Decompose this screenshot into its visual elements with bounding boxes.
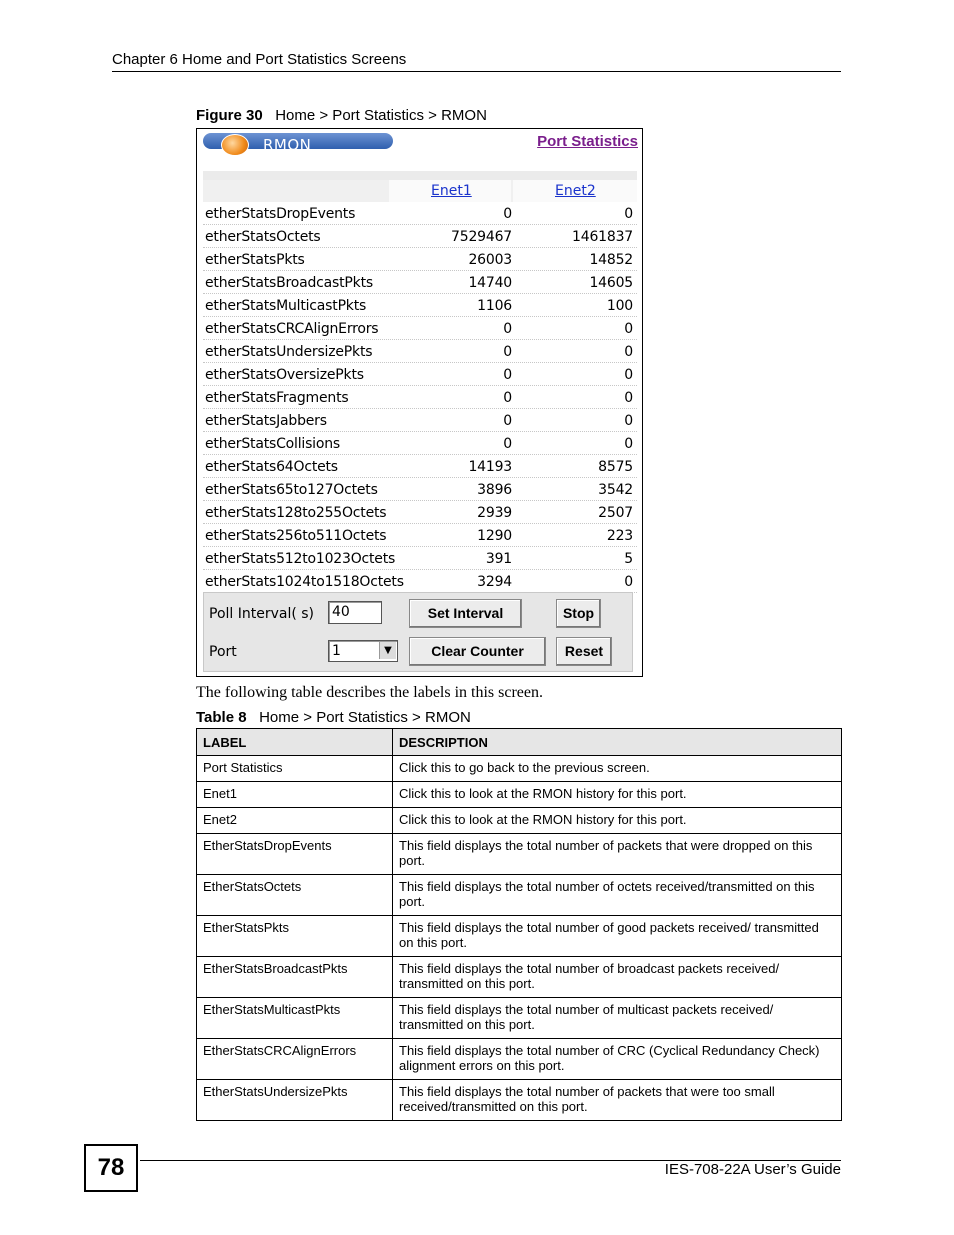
description-table	[196, 728, 842, 1121]
enet2-value: 0	[624, 413, 633, 429]
table-row	[197, 782, 842, 808]
label-cell: EtherStatsOctets	[197, 875, 393, 916]
enet2-value: 0	[624, 574, 633, 590]
enet2-value: 14605	[589, 275, 633, 291]
table-row	[197, 875, 842, 916]
table-header-row	[197, 729, 842, 756]
label-cell: EtherStatsPkts	[197, 916, 393, 957]
stats-row	[203, 478, 637, 501]
description-cell: This field displays the total number of packets that were too small received/transmitted on this port.	[393, 1080, 842, 1121]
chevron-down-icon[interactable]: ▼	[379, 642, 396, 659]
enet2-value: 0	[624, 206, 633, 222]
enet2-value: 0	[624, 344, 633, 360]
port-label: Port	[209, 644, 237, 660]
poll-interval-label: Poll Interval( s)	[209, 606, 315, 622]
description-cell: Click this to look at the RMON history for this port.	[393, 808, 842, 834]
description-cell: This field displays the total number of multicast packets received/ transmitted on this port.	[393, 998, 842, 1039]
enet2-value: 0	[624, 436, 633, 452]
stat-label: etherStatsCRCAlignErrors	[205, 321, 379, 337]
intro-text: The following table describes the labels in this screen.	[196, 684, 544, 701]
enet1-value: 7529467	[451, 229, 512, 245]
enet1-value: 0	[503, 321, 512, 337]
enet2-value: 0	[624, 321, 633, 337]
figure-title: Home > Port Statistics > RMON	[275, 107, 487, 124]
orb-icon	[221, 134, 249, 156]
enet1-value: 0	[503, 344, 512, 360]
port-select[interactable]	[328, 640, 398, 662]
enet2-value: 1461837	[572, 229, 633, 245]
stats-body	[203, 202, 637, 593]
stats-row	[203, 363, 637, 386]
enet2-value: 0	[624, 367, 633, 383]
stats-row	[203, 386, 637, 409]
table-row	[197, 1080, 842, 1121]
table-caption	[196, 709, 471, 726]
enet2-value: 100	[606, 298, 633, 314]
description-cell: This field displays the total number of packets that were dropped on this port.	[393, 834, 842, 875]
description-cell: This field displays the total number of broadcast packets received/ transmitted on this port.	[393, 957, 842, 998]
table-row	[197, 834, 842, 875]
stats-row	[203, 271, 637, 294]
label-cell: Port Statistics	[197, 756, 393, 782]
clear-counter-button[interactable]: Clear Counter	[409, 637, 546, 666]
rmon-title: RMON	[263, 136, 312, 154]
enet1-link[interactable]: Enet1	[431, 183, 472, 199]
enet1-value: 0	[503, 413, 512, 429]
figure-number: Figure 30	[196, 107, 263, 124]
stat-label: etherStats64Octets	[205, 459, 338, 475]
stats-row	[203, 248, 637, 271]
enet2-value: 0	[624, 390, 633, 406]
description-cell: This field displays the total number of good packets received/ transmitted on this port.	[393, 916, 842, 957]
label-cell: EtherStatsMulticastPkts	[197, 998, 393, 1039]
description-cell: Click this to go back to the previous screen.	[393, 756, 842, 782]
enet1-value: 2939	[477, 505, 512, 521]
enet1-value: 1290	[477, 528, 512, 544]
control-panel	[203, 592, 633, 672]
stop-button[interactable]: Stop	[556, 599, 601, 628]
enet1-value: 14740	[468, 275, 512, 291]
description-header: DESCRIPTION	[393, 729, 842, 756]
enet2-value: 14852	[589, 252, 633, 268]
label-cell: EtherStatsDropEvents	[197, 834, 393, 875]
stats-row	[203, 455, 637, 478]
enet2-value: 5	[624, 551, 633, 567]
enet1-value: 391	[485, 551, 512, 567]
enet2-value: 223	[606, 528, 633, 544]
stat-label: etherStatsMulticastPkts	[205, 298, 367, 314]
label-cell: Enet1	[197, 782, 393, 808]
stat-label: etherStatsOctets	[205, 229, 321, 245]
stats-row	[203, 409, 637, 432]
port-select-value: 1	[332, 643, 341, 659]
enet1-value: 0	[503, 367, 512, 383]
stat-label: etherStats256to511Octets	[205, 528, 387, 544]
stat-label: etherStatsBroadcastPkts	[205, 275, 373, 291]
enet1-value: 0	[503, 206, 512, 222]
page-number: 78	[84, 1144, 138, 1192]
stat-label: etherStatsOversizePkts	[205, 367, 364, 383]
enet1-value: 14193	[468, 459, 512, 475]
table-row	[197, 957, 842, 998]
stat-label: etherStats65to127Octets	[205, 482, 378, 498]
enet1-value: 1106	[477, 298, 512, 314]
enet1-value: 3294	[477, 574, 512, 590]
stat-label: etherStatsPkts	[205, 252, 305, 268]
description-cell: This field displays the total number of octets received/transmitted on this port.	[393, 875, 842, 916]
table-row	[197, 998, 842, 1039]
table-row	[197, 1039, 842, 1080]
enet1-value: 26003	[468, 252, 512, 268]
table-title: Home > Port Statistics > RMON	[259, 709, 471, 726]
rmon-stats-table	[203, 180, 637, 593]
table-row	[197, 756, 842, 782]
label-cell: EtherStatsCRCAlignErrors	[197, 1039, 393, 1080]
guide-title: IES-708-22A User’s Guide	[664, 1161, 841, 1178]
stat-label: etherStats512to1023Octets	[205, 551, 396, 567]
table-row	[197, 916, 842, 957]
figure-caption	[196, 107, 487, 124]
stats-row	[203, 524, 637, 547]
stat-label: etherStatsJabbers	[205, 413, 327, 429]
stats-row	[203, 547, 637, 570]
description-cell: Click this to look at the RMON history for this port.	[393, 782, 842, 808]
enet1-value: 0	[503, 436, 512, 452]
description-table-body	[197, 756, 842, 1121]
stats-row	[203, 202, 637, 225]
stats-row	[203, 294, 637, 317]
stats-row	[203, 317, 637, 340]
stats-row	[203, 340, 637, 363]
label-cell: EtherStatsBroadcastPkts	[197, 957, 393, 998]
stat-label: etherStats128to255Octets	[205, 505, 387, 521]
poll-interval-input[interactable]: 40	[328, 601, 382, 624]
reset-button[interactable]: Reset	[556, 637, 612, 666]
table-row	[197, 808, 842, 834]
stat-label: etherStats1024to1518Octets	[205, 574, 404, 590]
rmon-screenshot	[196, 128, 643, 677]
description-cell: This field displays the total number of CRC (Cyclical Redundancy Check) alignment errors on this port.	[393, 1039, 842, 1080]
stats-row	[203, 501, 637, 524]
set-interval-button[interactable]: Set Interval	[409, 599, 522, 628]
stat-label: etherStatsFragments	[205, 390, 349, 406]
enet2-value: 8575	[598, 459, 633, 475]
enet1-value: 0	[503, 390, 512, 406]
enet2-value: 2507	[598, 505, 633, 521]
port-statistics-link[interactable]: Port Statistics	[537, 133, 638, 150]
stats-row	[203, 432, 637, 455]
stats-header-row	[203, 180, 637, 202]
header-rule	[112, 71, 841, 72]
enet1-value: 3896	[477, 482, 512, 498]
label-cell: EtherStatsUndersizePkts	[197, 1080, 393, 1121]
table-number: Table 8	[196, 709, 247, 726]
label-cell: Enet2	[197, 808, 393, 834]
enet2-link[interactable]: Enet2	[555, 183, 596, 199]
chapter-header: Chapter 6 Home and Port Statistics Screens	[112, 51, 407, 68]
stat-label: etherStatsDropEvents	[205, 206, 356, 222]
rmon-title-bar	[203, 133, 393, 154]
stat-label: etherStatsUndersizePkts	[205, 344, 373, 360]
stat-label: etherStatsCollisions	[205, 436, 341, 452]
enet2-value: 3542	[598, 482, 633, 498]
label-header: LABEL	[197, 729, 393, 756]
stats-row	[203, 570, 637, 593]
stats-row	[203, 225, 637, 248]
